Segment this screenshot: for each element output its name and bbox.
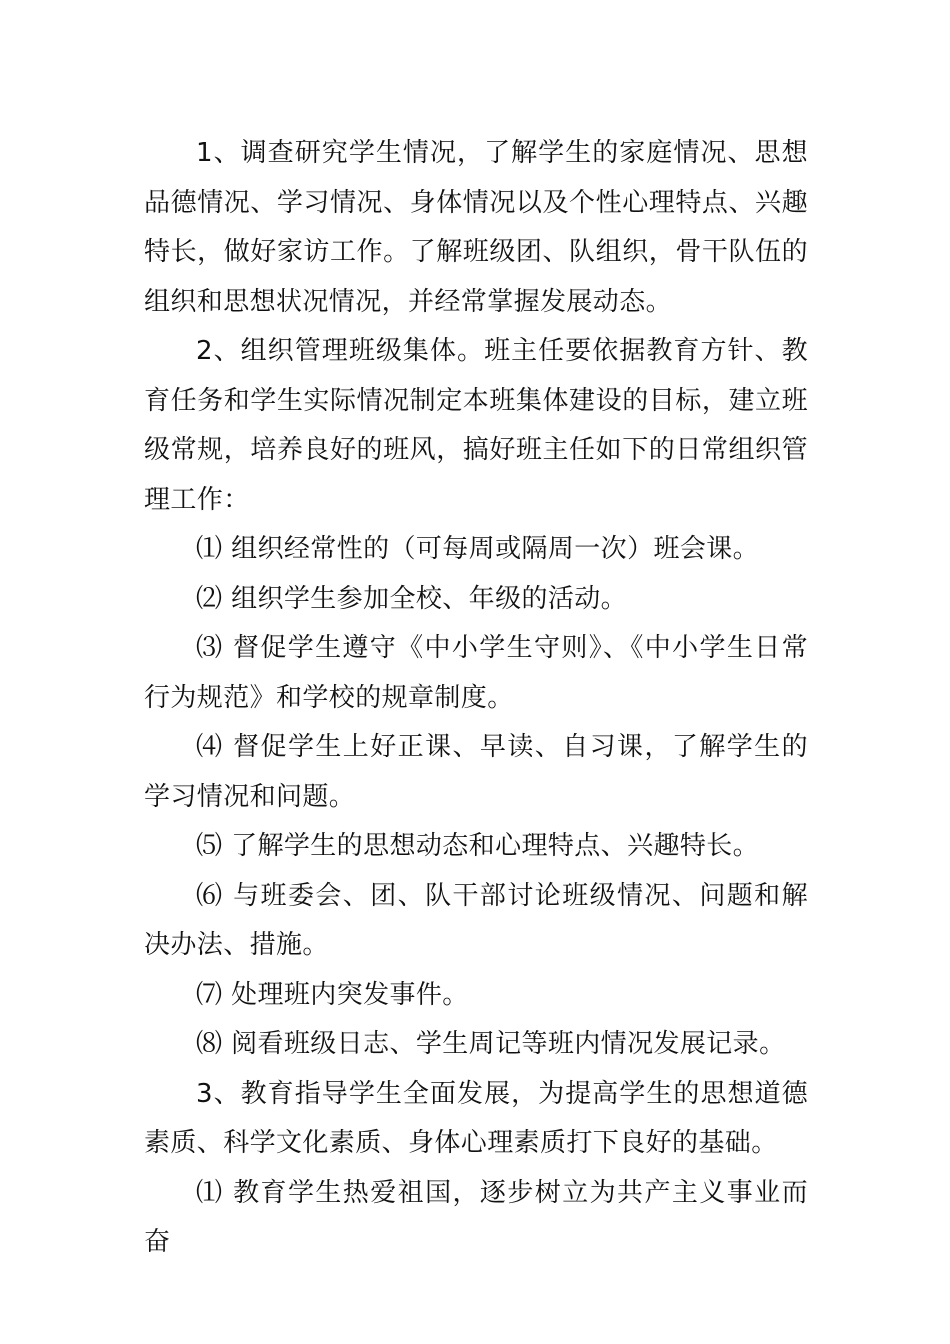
- paragraph-item-2-manage-class: 2、组织管理班级集体。班主任要依据教育方针、教育任务和学生实际情况制定本班集体建设的目标，建立班级常规，培养良好的班风，搞好班主任如下的日常组织管理工作：: [144, 336, 808, 515]
- paragraph-subitem-3: ⑶ 督促学生遵守《中小学生守则》、《中小学生日常行为规范》和学校的规章制度。: [144, 633, 808, 713]
- paragraph-subitem-7: ⑺ 处理班内突发事件。: [196, 979, 469, 1010]
- paragraph-subitem-5: ⑸ 了解学生的思想动态和心理特点、兴趣特长。: [196, 831, 760, 861]
- document-body: [144, 129, 808, 1268]
- paragraph-subitem-6: ⑹ 与班委会、团、队干部讨论班级情况、问题和解决办法、措施。: [144, 880, 808, 960]
- paragraph-item-1-survey-students: 1、调查研究学生情况，了解学生的家庭情况、思想品德情况、学习情况、身体情况以及个性心理特点、兴趣特长，做好家访工作。了解班级团、队组织，骨干队伍的组织和思想状况情况，并经常掌握发展动态。: [144, 138, 808, 317]
- paragraph-subitem-1-patriotism: ⑴ 教育学生热爱祖国，逐步树立为共产主义事业而奋: [144, 1177, 808, 1257]
- paragraph-subitem-2: ⑵ 组织学生参加全校、年级的活动。: [196, 583, 628, 614]
- paragraph-subitem-4: ⑷ 督促学生上好正课、早读、自习课，了解学生的学习情况和问题。: [144, 732, 808, 812]
- paragraph-subitem-8: ⑻ 阅看班级日志、学生周记等班内情况发展记录。: [196, 1029, 786, 1059]
- paragraph-item-3-guide-development: 3、教育指导学生全面发展，为提高学生的思想道德素质、科学文化素质、身体心理素质打下良好的基础。: [144, 1078, 808, 1158]
- paragraph-subitem-1: ⑴ 组织经常性的（可每周或隔周一次）班会课。: [196, 534, 760, 564]
